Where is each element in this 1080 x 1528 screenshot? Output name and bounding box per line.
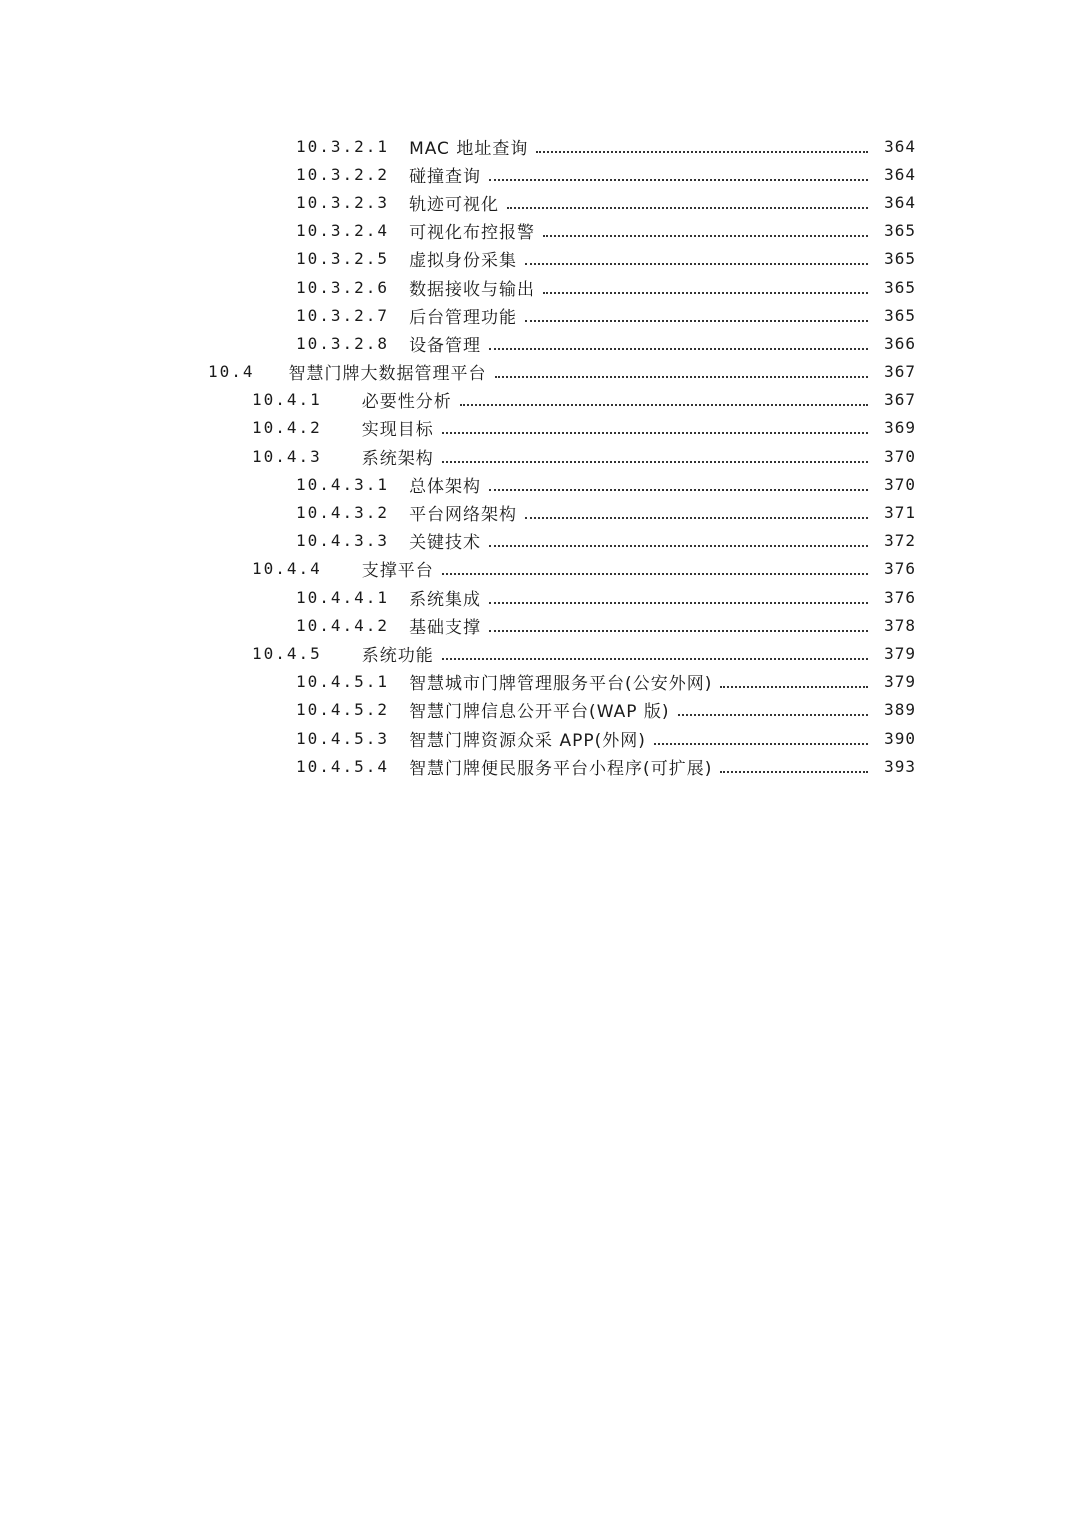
toc-entry-title: 智慧城市门牌管理服务平台(公安外网) [409, 674, 713, 695]
toc-entry-page: 369 [884, 418, 916, 438]
toc-entry[interactable] [0, 527, 916, 555]
toc-entry-title: 设备管理 [409, 335, 482, 356]
dot-leader [543, 291, 868, 294]
dot-leader [678, 713, 869, 716]
dot-leader [495, 375, 868, 378]
toc-entry-title: 虚拟身份采集 [409, 251, 518, 272]
toc-entry[interactable] [0, 668, 916, 696]
dot-leader [654, 742, 868, 745]
toc-entry[interactable] [0, 498, 916, 526]
toc-entry-page: 379 [884, 672, 916, 692]
dot-leader [489, 629, 868, 632]
toc-entry-title: 智慧门牌大数据管理平台 [288, 364, 487, 385]
toc-entry-page: 389 [884, 700, 916, 720]
toc-entry-page: 367 [884, 390, 916, 410]
toc-entry-page: 390 [884, 728, 916, 748]
toc-entry[interactable] [0, 583, 916, 611]
toc-entry[interactable] [0, 555, 916, 583]
dot-leader [489, 544, 868, 547]
dot-leader [507, 206, 868, 209]
dot-leader [489, 178, 868, 181]
toc-entry-page: 365 [884, 277, 916, 297]
toc-entry-title: 基础支撑 [409, 617, 482, 638]
toc-entry[interactable] [0, 386, 916, 414]
toc-entry-title: 系统功能 [361, 645, 434, 666]
toc-entry-number: 10.3.2.5 [296, 249, 390, 269]
dot-leader [442, 657, 868, 660]
toc-entry-page: 365 [884, 305, 916, 325]
toc-entry-title: 平台网络架构 [409, 505, 518, 526]
dot-leader [543, 234, 868, 237]
toc-entry-number: 10.4.4.2 [296, 615, 390, 635]
toc-entry-number: 10.4.3.1 [296, 474, 390, 494]
toc-entry-number: 10.4.4 [252, 559, 322, 579]
toc-entry-number: 10.3.2.6 [296, 277, 390, 297]
toc-entry-page: 364 [884, 164, 916, 184]
toc-entry-title: 后台管理功能 [409, 307, 518, 328]
toc-entry-title: 系统架构 [361, 448, 434, 469]
toc-entry-number: 10.4.3.3 [296, 531, 390, 551]
dot-leader [720, 685, 868, 688]
dot-leader [442, 460, 868, 463]
toc-entry[interactable] [0, 470, 916, 498]
toc-entry[interactable] [0, 160, 916, 188]
toc-entry-page: 365 [884, 249, 916, 269]
toc-entry-number: 10.3.2.1 [296, 136, 390, 156]
dot-leader [720, 770, 868, 773]
toc-entry-page: 379 [884, 643, 916, 663]
toc-entry-page: 376 [884, 559, 916, 579]
toc-entry-page: 378 [884, 615, 916, 635]
table-of-contents [0, 132, 1080, 780]
toc-entry[interactable] [0, 301, 916, 329]
toc-entry-number: 10.4.5.2 [296, 700, 390, 720]
toc-entry-title: 必要性分析 [361, 392, 452, 413]
toc-entry-page: 372 [884, 531, 916, 551]
toc-entry-title: 实现目标 [361, 420, 434, 441]
toc-entry[interactable] [0, 188, 916, 216]
toc-entry-page: 364 [884, 192, 916, 212]
toc-entry-title: 轨迹可视化 [409, 194, 500, 215]
toc-entry-number: 10.4.5.4 [296, 756, 390, 776]
toc-entry-number: 10.4.4.1 [296, 587, 390, 607]
toc-entry[interactable] [0, 329, 916, 357]
dot-leader [525, 319, 868, 322]
dot-leader [489, 601, 868, 604]
toc-entry-title: 智慧门牌便民服务平台小程序(可扩展) [409, 758, 713, 779]
toc-entry-number: 10.4.5 [252, 643, 322, 663]
toc-entry-number: 10.4 [208, 362, 255, 382]
toc-entry[interactable] [0, 611, 916, 639]
dot-leader [442, 431, 868, 434]
toc-entry[interactable] [0, 696, 916, 724]
toc-entry[interactable] [0, 442, 916, 470]
toc-entry-number: 10.3.2.4 [296, 221, 390, 241]
toc-entry-title: MAC 地址查询 [409, 138, 529, 159]
toc-entry[interactable] [0, 358, 916, 386]
dot-leader [525, 262, 868, 265]
dot-leader [460, 403, 868, 406]
toc-entry-page: 364 [884, 136, 916, 156]
toc-entry-page: 365 [884, 221, 916, 241]
toc-entry[interactable] [0, 217, 916, 245]
toc-entry-page: 370 [884, 446, 916, 466]
toc-entry-title: 支撑平台 [361, 561, 434, 582]
toc-entry-number: 10.4.3 [252, 446, 322, 466]
toc-entry-number: 10.4.1 [252, 390, 322, 410]
toc-entry-number: 10.4.5.3 [296, 728, 390, 748]
dot-leader [489, 347, 868, 350]
dot-leader [536, 150, 868, 153]
toc-entry-title: 关键技术 [409, 533, 482, 554]
toc-entry-page: 366 [884, 333, 916, 353]
toc-entry[interactable] [0, 639, 916, 667]
toc-entry[interactable] [0, 245, 916, 273]
toc-entry-title: 智慧门牌资源众采 APP(外网) [409, 730, 646, 751]
toc-entry[interactable] [0, 724, 916, 752]
toc-entry-page: 371 [884, 503, 916, 523]
dot-leader [489, 488, 868, 491]
toc-entry-page: 393 [884, 756, 916, 776]
toc-entry-title: 碰撞查询 [409, 166, 482, 187]
toc-entry-number: 10.3.2.8 [296, 333, 390, 353]
toc-entry[interactable] [0, 414, 916, 442]
toc-entry-page: 367 [884, 362, 916, 382]
dot-leader [525, 516, 868, 519]
toc-entry-number: 10.3.2.2 [296, 164, 390, 184]
toc-entry-title: 总体架构 [409, 476, 482, 497]
toc-entry[interactable] [0, 273, 916, 301]
toc-entry-number: 10.4.3.2 [296, 503, 390, 523]
toc-entry[interactable] [0, 752, 916, 780]
toc-entry-title: 智慧门牌信息公开平台(WAP 版) [409, 702, 670, 723]
toc-entry-number: 10.3.2.7 [296, 305, 390, 325]
toc-entry-number: 10.3.2.3 [296, 192, 390, 212]
toc-entry-title: 数据接收与输出 [409, 279, 536, 300]
toc-entry-page: 370 [884, 474, 916, 494]
dot-leader [442, 572, 868, 575]
toc-entry-number: 10.4.2 [252, 418, 322, 438]
toc-entry-page: 376 [884, 587, 916, 607]
toc-entry-title: 可视化布控报警 [409, 223, 536, 244]
toc-entry-number: 10.4.5.1 [296, 672, 390, 692]
toc-entry-title: 系统集成 [409, 589, 482, 610]
toc-entry[interactable] [0, 132, 916, 160]
